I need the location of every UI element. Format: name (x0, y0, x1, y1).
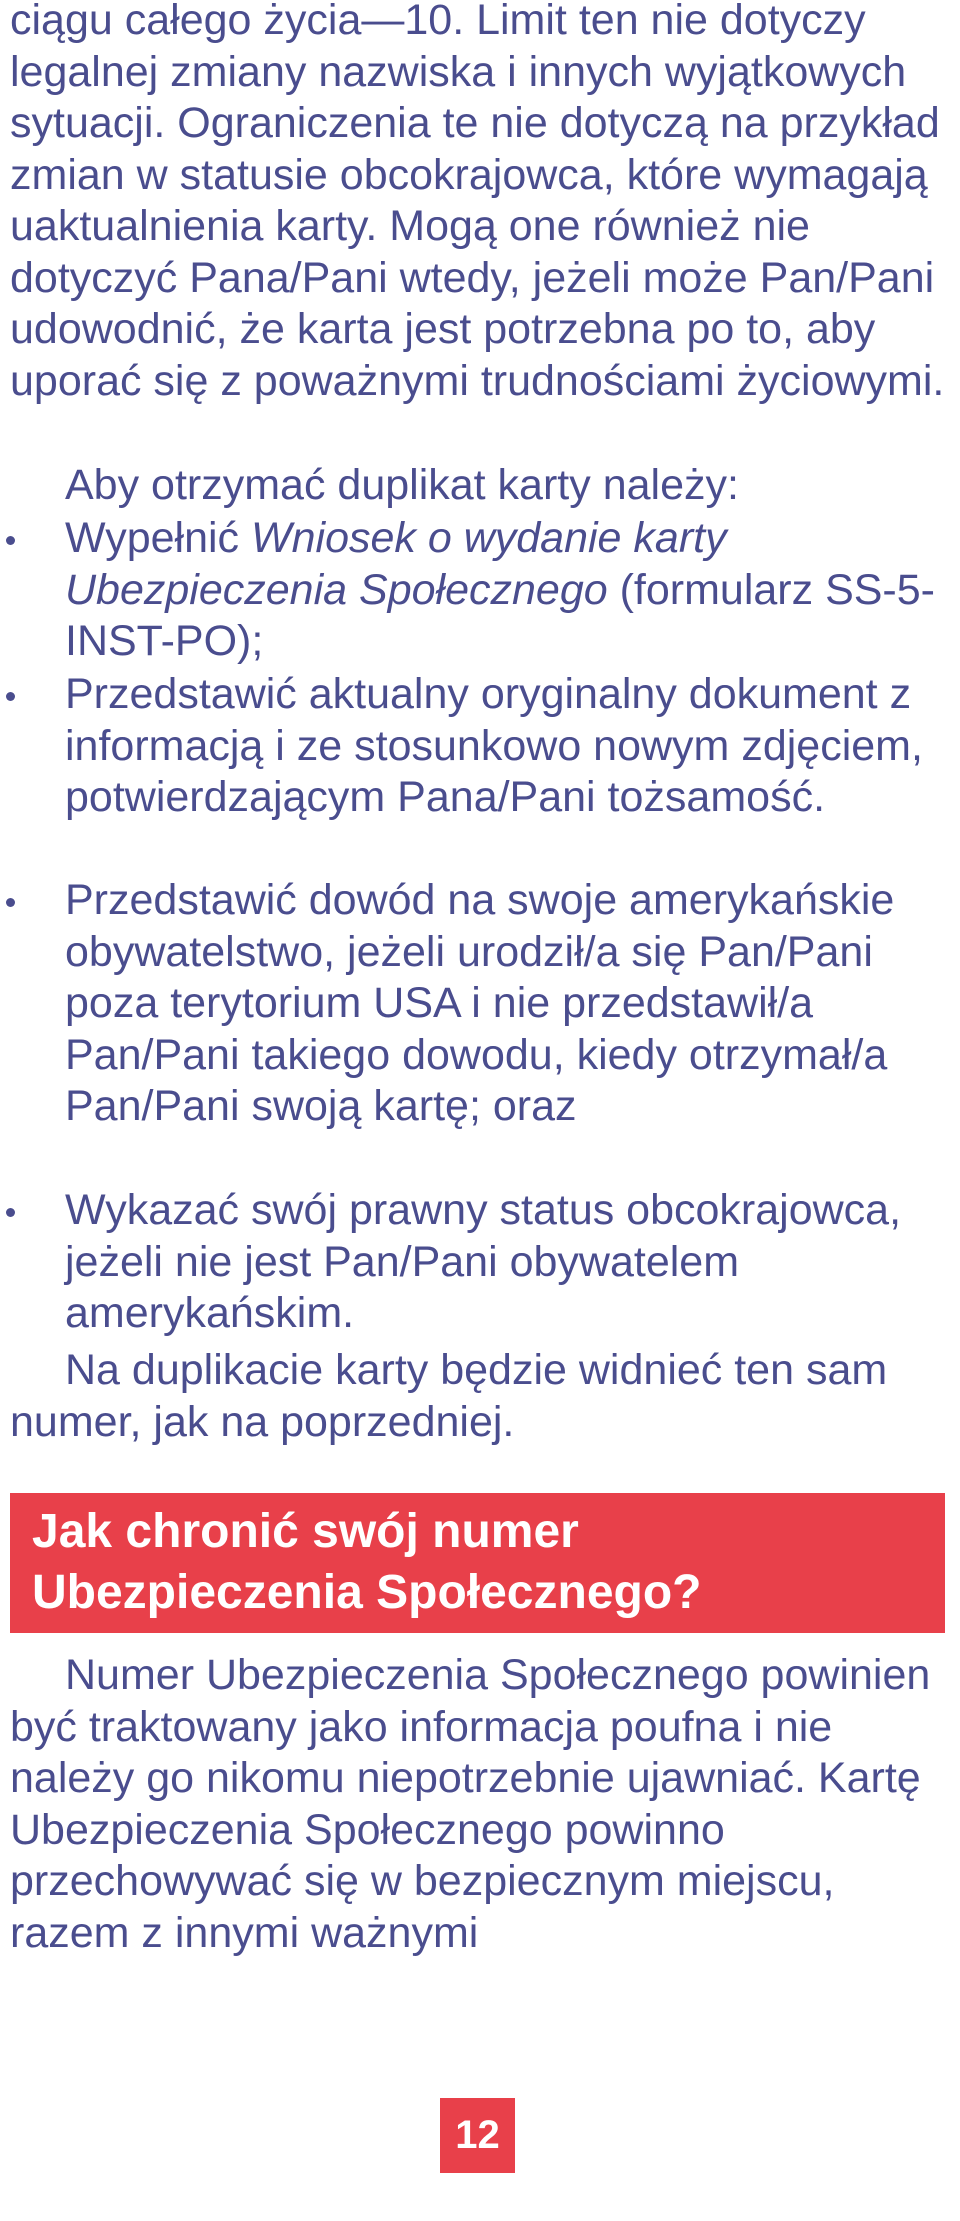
list-item-text: Przedstawić dowód na swoje amerykańskie obywatelstwo, jeżeli urodził/a się Pan/Pani poza terytorium USA i nie przedstawił/a Pan/Pani takiego dowodu, kiedy otrzymał/a Pan/Pani swoją kartę; oraz (65, 876, 895, 1130)
list-item-prefix: Wypełnić (65, 514, 252, 562)
bullet-icon (6, 536, 15, 545)
section-heading (32, 1501, 932, 1623)
bullet-icon (6, 1208, 15, 1217)
paragraph-duplicate-number (10, 1345, 950, 1448)
intro-text: Aby otrzymać duplikat karty należy: (65, 461, 739, 509)
section-heading-band (10, 1493, 945, 1633)
paragraph-protect-number (10, 1650, 950, 1959)
paragraph-replacement-limits: ciągu całego życia—10. Limit ten nie dotyczy legalnej zmiany nazwiska i innych wyjątkowych sytuacji. Ograniczenia te nie dotyczą na przykład zmian w statusie obcokrajowca, które wymagają uaktualnienia karty. Mogą one również nie dotyczyć Pana/Pani wtedy, jeżeli może Pan/Pani udowodnić, że karta jest potrzebna po to, aby uporać się z poważnymi trudnościami życiowymi. (10, 0, 945, 405)
page-number: 12 (440, 2098, 515, 2173)
protect-text: Numer Ubezpieczenia Społecznego powinien być traktowany jako informacja poufna i nie należy go nikomu niepotrzebnie ujawniać. Kartę Ubezpieczenia Społecznego powinno przechowywać się w bezpiecznym miejscu, razem z innymi ważnymi (10, 1651, 931, 1957)
list-item-text: Wykazać swój prawny status obcokrajowca, jeżeli nie jest Pan/Pani obywatelem amerykańskim. (65, 1186, 902, 1337)
heading-line-1: Jak chronić swój numer (32, 1505, 579, 1558)
duplicate-text: Na duplikacie karty będzie widnieć ten sam numer, jak na poprzedniej. (10, 1346, 888, 1446)
form-title: Wniosek o wydanie karty Ubezpieczenia Społecznego (65, 514, 727, 614)
list-item-text: Przedstawić aktualny oryginalny dokument z informacją i ze stosunkowo nowym zdjęciem, potwierdzającym Pana/Pani tożsamość. (65, 670, 923, 821)
bullet-icon (6, 898, 15, 907)
bullet-icon (6, 692, 15, 701)
paragraph-duplicate-intro (10, 460, 950, 512)
list-item-text (65, 513, 945, 668)
list-item-suffix: (formularz SS-5-INST-PO); (65, 565, 935, 665)
heading-line-2: Ubezpieczenia Społecznego? (32, 1566, 702, 1619)
